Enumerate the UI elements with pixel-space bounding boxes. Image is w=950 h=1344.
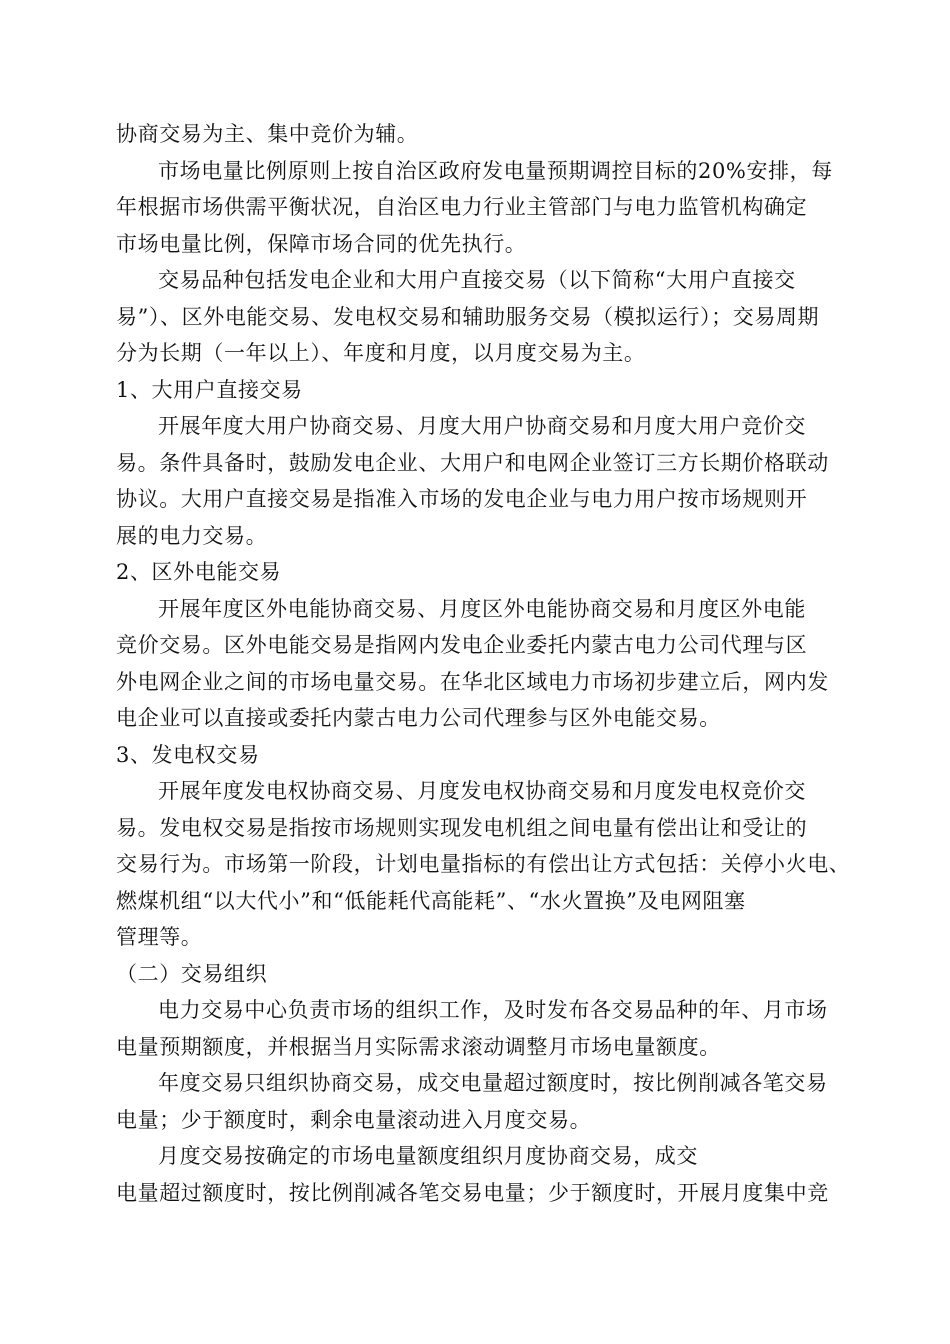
text-line: 2、区外电能交易 [116, 560, 282, 584]
text-line: 电量；少于额度时，剩余电量滚动进入月度交易。 [116, 1107, 592, 1132]
text-line: 燃煤机组“以大代小”和“低能耗代高能耗”、“水火置换”及电网阻塞 [116, 888, 746, 913]
text-line: 年根据市场供需平衡状况，自治区电力行业主管部门与电力监管机构确定 [116, 195, 808, 219]
text-line: 协议。大用户直接交易是指准入市场的发电企业与电力用户按市场规则开 [116, 487, 808, 511]
text-line: 电量预期额度，并根据当月实际需求滚动调整月市场电量额度。 [116, 1034, 721, 1059]
text-line: 分为长期（一年以上）、年度和月度，以月度交易为主。 [116, 341, 646, 365]
document-body [116, 116, 851, 1211]
text-line: 电企业可以直接或委托内蒙古电力公司代理参与区外电能交易。 [116, 706, 721, 730]
text-line: 年度交易只组织协商交易，成交电量超过额度时，按比例削减各笔交易 [158, 1071, 828, 1095]
text-line: 易。发电权交易是指按市场规则实现发电机组之间电量有偿出让和受让的 [116, 815, 808, 840]
text-line: 电量超过额度时，按比例削减各笔交易电量；少于额度时，开展月度集中竞 [116, 1180, 829, 1205]
text-line: 市场电量比例原则上按自治区政府发电量预期调控目标的20%安排，每 [158, 158, 833, 183]
text-line: 交易品种包括发电企业和大用户直接交易（以下简称“大用户直接交 [158, 268, 796, 292]
text-line: 交易行为。市场第一阶段，计划电量指标的有偿出让方式包括：关停小火电、 [116, 852, 851, 876]
text-line: 月度交易按确定的市场电量额度组织月度协商交易，成交 [158, 1144, 698, 1168]
text-line: 易”）、区外电能交易、发电权交易和辅助服务交易（模拟运行）；交易周期 [116, 304, 820, 329]
text-line: 易。条件具备时，鼓励发电企业、大用户和电网企业签订三方长期价格联动 [116, 450, 829, 475]
text-line: 开展年度发电权协商交易、月度发电权协商交易和月度发电权竞价交 [158, 779, 806, 803]
text-line: （二）交易组织 [116, 961, 268, 986]
text-line: 电力交易中心负责市场的组织工作，及时发布各交易品种的年、月市场 [158, 998, 828, 1022]
text-line: 展的电力交易。 [116, 523, 268, 548]
text-line: 3、发电权交易 [116, 742, 260, 767]
text-line: 竞价交易。区外电能交易是指网内发电企业委托内蒙古电力公司代理与区 [116, 633, 808, 657]
text-line: 协商交易为主、集中竞价为辅。 [116, 122, 419, 146]
text-line: 外电网企业之间的市场电量交易。在华北区域电力市场初步建立后，网内发 [116, 669, 829, 694]
text-line: 开展年度大用户协商交易、月度大用户协商交易和月度大用户竞价交 [158, 414, 806, 438]
text-line: 开展年度区外电能协商交易、月度区外电能协商交易和月度区外电能 [158, 596, 806, 621]
text-line: 市场电量比例，保障市场合同的优先执行。 [116, 231, 527, 256]
text-line: 管理等。 [116, 925, 203, 949]
text-line: 1、大用户直接交易 [116, 377, 303, 402]
